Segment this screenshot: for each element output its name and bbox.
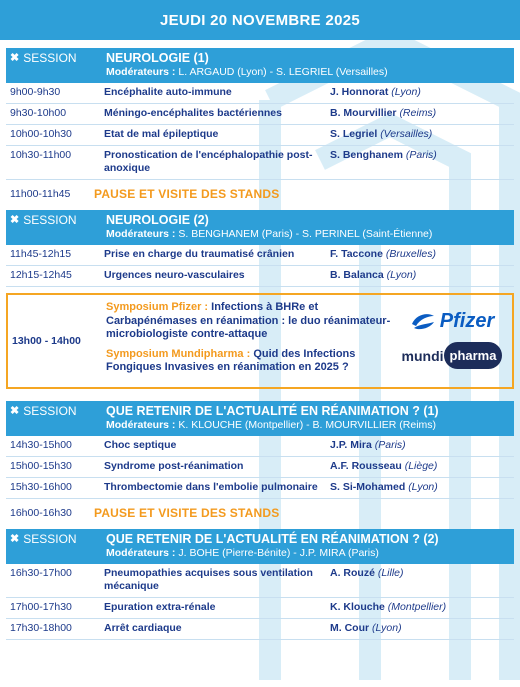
day-title: JEUDI 20 NOVEMBRE 2025 (159, 11, 360, 29)
speaker-city: (Lyon) (386, 269, 417, 281)
moderators-label: Modérateurs : (106, 228, 176, 240)
speaker-city: (Paris) (405, 149, 437, 161)
cross-icon: ✖ (10, 52, 20, 64)
symposium-topic: Quid des Infections Fongiques Invasives en réanimation en 2025 ? (106, 347, 356, 374)
session-label: SESSION (23, 213, 77, 227)
moderators-label: Modérateurs : (106, 419, 176, 431)
cross-icon: ✖ (10, 405, 20, 417)
pause-row (6, 499, 514, 527)
talk-time: 9h00-9h30 (10, 86, 61, 98)
talk-time: 9h30-10h00 (10, 107, 67, 119)
talk-row (6, 146, 514, 180)
talk-title: Méningo-encéphalites bactériennes (104, 107, 282, 119)
speaker-name: A. Rouzé (330, 567, 375, 579)
talk-time: 17h30-18h00 (10, 622, 72, 634)
moderators: L. ARGAUD (Lyon) - S. LEGRIEL (Versailles) (178, 66, 388, 78)
talk-title: Syndrome post-réanimation (104, 460, 244, 472)
mundipharma-logo-text-1: mundi (401, 347, 444, 364)
moderators: S. BENGHANEM (Paris) - S. PERINEL (Saint-Étienne) (178, 228, 433, 240)
pause-time: 11h00-11h45 (10, 188, 71, 200)
speaker-city: (Lyon) (372, 622, 402, 634)
moderators-label: Modérateurs : (106, 66, 176, 78)
session-label: SESSION (23, 532, 77, 546)
mundipharma-logo-text-2: pharma (444, 342, 503, 369)
cross-icon: ✖ (10, 214, 20, 226)
moderators: K. KLOUCHE (Montpellier) - B. MOURVILLIER (Reims) (178, 419, 437, 431)
talk-title: Etat de mal épileptique (104, 128, 219, 140)
talk-title: Thrombectomie dans l'embolie pulmonaire (104, 481, 318, 493)
speaker-city: (Paris) (374, 439, 406, 451)
talk-row (6, 478, 514, 499)
symposium-box (6, 293, 514, 389)
talk-title: Prise en charge du traumatisé crânien (104, 248, 295, 260)
session-header-actualite-1 (6, 401, 514, 436)
speaker-name: S. Si-Mohamed (330, 481, 406, 493)
speaker-name: A.F. Rousseau (330, 460, 402, 472)
session-header-neurologie-1 (6, 48, 514, 83)
talk-time: 11h45-12h15 (10, 248, 72, 260)
session-name: QUE RETENIR DE L'ACTUALITÉ EN RÉANIMATION ? (1) (106, 404, 439, 418)
symposium-topic: Infections à BHRe et Carbapénémases en réanimation : le duo réanimateur-microbiologiste contre-attaque (106, 301, 391, 341)
session-name: NEUROLOGIE (1) (106, 51, 209, 65)
talk-title: Arrêt cardiaque (104, 622, 182, 634)
talk-row (6, 104, 514, 125)
talk-title: Epuration extra-rénale (104, 601, 216, 613)
talk-title: Urgences neuro-vasculaires (104, 269, 245, 281)
speaker-name: S. Legriel (330, 128, 378, 140)
speaker-name: B. Mourvillier (330, 107, 397, 119)
speaker-city: (Bruxelles) (385, 248, 437, 260)
pfizer-pill-icon (410, 310, 436, 332)
talk-row (6, 266, 514, 287)
session-header-neurologie-2 (6, 210, 514, 245)
pause-time: 16h00-16h30 (10, 507, 72, 519)
talk-title: Pronostication de l'encéphalopathie post-anoxique (104, 149, 313, 174)
symposium-org: Symposium Pfizer : (106, 301, 209, 314)
speaker-name: B. Balanca (330, 269, 384, 281)
talk-title: Pneumopathies acquises sous ventilation mécanique (104, 567, 313, 592)
talk-row (6, 564, 514, 598)
talk-time: 16h30-17h00 (10, 567, 72, 579)
talk-time: 10h00-10h30 (10, 128, 72, 140)
speaker-city: (Liège) (404, 460, 438, 472)
speaker-city: (Lyon) (408, 481, 438, 493)
moderators-label: Modérateurs : (106, 547, 176, 559)
symposium-time: 13h00 - 14h00 (12, 335, 81, 347)
speaker-name: J.P. Mira (330, 439, 372, 451)
pfizer-logo-text: Pfizer (439, 309, 495, 332)
pfizer-logo (410, 310, 494, 333)
talk-row (6, 125, 514, 146)
talk-time: 12h15-12h45 (10, 269, 72, 281)
speaker-city: (Lille) (377, 567, 404, 579)
talk-time: 10h30-11h00 (10, 149, 72, 161)
speaker-city: (Lyon) (391, 86, 421, 98)
pause-label: PAUSE ET VISITE DES STANDS (94, 187, 280, 201)
speaker-city: (Versailles) (380, 128, 433, 140)
talk-title: Encéphalite auto-immune (104, 86, 232, 98)
speaker-name: S. Benghanem (330, 149, 403, 161)
talk-row (6, 619, 514, 640)
talk-time: 15h30-16h00 (10, 481, 72, 493)
mundipharma-logo (402, 339, 503, 373)
session-label: SESSION (23, 404, 77, 418)
talk-title: Choc septique (104, 439, 177, 451)
talk-row (6, 245, 514, 266)
talk-row (6, 83, 514, 104)
talk-row (6, 457, 514, 478)
pause-label: PAUSE ET VISITE DES STANDS (94, 506, 280, 520)
talk-time: 14h30-15h00 (10, 439, 72, 451)
session-name: QUE RETENIR DE L'ACTUALITÉ EN RÉANIMATION ? (2) (106, 532, 439, 546)
speaker-city: (Montpellier) (387, 601, 447, 613)
moderators: J. BOHE (Pierre-Bénite) - J.P. MIRA (Paris) (178, 547, 379, 559)
speaker-city: (Reims) (399, 107, 437, 119)
talk-row (6, 436, 514, 457)
day-header (0, 0, 520, 40)
session-header-actualite-2 (6, 529, 514, 564)
talk-time: 17h00-17h30 (10, 601, 72, 613)
cross-icon: ✖ (10, 533, 20, 545)
speaker-name: K. Klouche (330, 601, 385, 613)
talk-time: 15h00-15h30 (10, 460, 72, 472)
session-name: NEUROLOGIE (2) (106, 213, 209, 227)
speaker-name: F. Taccone (330, 248, 383, 260)
symposium-org: Symposium Mundipharma : (106, 347, 251, 360)
talk-row (6, 598, 514, 619)
speaker-name: M. Cour (330, 622, 370, 634)
speaker-name: J. Honnorat (330, 86, 389, 98)
session-label: SESSION (23, 51, 77, 65)
pause-row (6, 180, 514, 208)
